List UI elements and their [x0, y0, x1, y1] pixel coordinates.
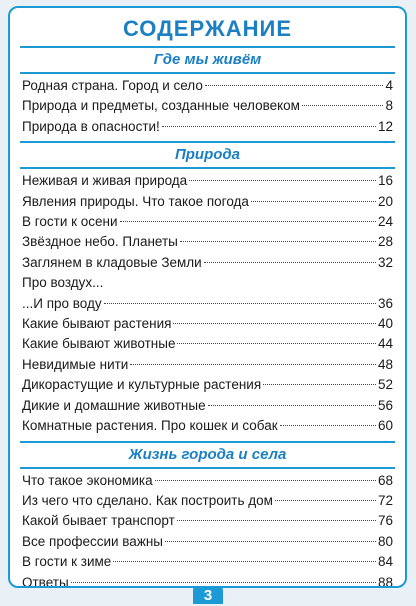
toc-item-page: 20: [377, 193, 393, 209]
toc-item-title: ...И про воду: [22, 295, 102, 311]
toc-item[interactable]: [22, 511, 393, 531]
leader-dots: [263, 384, 376, 385]
leader-dots: [180, 241, 376, 242]
toc-item-title: В гости к зиме: [22, 554, 112, 570]
toc-item-title: Дикие и домашние животные: [22, 397, 206, 413]
toc-item-page: 28: [377, 234, 393, 250]
leader-dots: [302, 105, 384, 106]
toc-item-title: Заглянем в кладовые Земли: [22, 254, 202, 270]
toc-item-page: 36: [377, 295, 393, 311]
leader-dots: [280, 425, 376, 426]
toc-item[interactable]: [22, 212, 393, 232]
section-heading: Где мы живём: [153, 51, 262, 68]
toc-item-title: Природа и предметы, созданные человеком: [22, 98, 300, 114]
leader-dots: [162, 126, 376, 127]
toc-item-page: 60: [377, 418, 393, 434]
toc-item[interactable]: [22, 171, 393, 191]
toc-item[interactable]: [22, 552, 393, 572]
leader-dots: [204, 262, 376, 263]
leader-dots: [177, 520, 376, 521]
toc-item[interactable]: [22, 117, 393, 137]
toc-item-title: В гости к осени: [22, 214, 118, 230]
leader-dots: [113, 561, 376, 562]
toc-item-page: 8: [385, 98, 393, 114]
toc-item-title: Какие бывают растения: [22, 316, 172, 332]
toc-item-page: 88: [377, 574, 393, 588]
page-number: 3: [193, 586, 223, 604]
toc-item[interactable]: [22, 491, 393, 511]
toc-item[interactable]: [22, 532, 393, 552]
leader-dots: [208, 405, 376, 406]
toc-item-title: Родная страна. Город и село: [22, 78, 203, 93]
toc-item-page: 48: [377, 356, 393, 372]
toc-item[interactable]: [22, 416, 393, 436]
toc-item[interactable]: [22, 96, 393, 116]
toc-item-title: Все профессии важны: [22, 533, 164, 549]
toc-item-page: 72: [377, 492, 393, 508]
toc-item-title: Природа в опасности!: [22, 118, 160, 134]
toc-item-page: 12: [377, 118, 393, 134]
toc-item-page: 40: [377, 316, 393, 332]
toc-item-page: 80: [377, 533, 393, 549]
section-heading: Природа: [174, 146, 241, 164]
leader-dots: [120, 221, 376, 222]
toc-item[interactable]: [22, 294, 393, 314]
toc-list: [10, 169, 405, 436]
toc-item[interactable]: [22, 355, 393, 375]
toc-item-title: Про воздух...: [22, 275, 104, 291]
toc-item-title: Комнатные растения. Про кошек и собак: [22, 418, 278, 434]
leader-dots: [205, 85, 384, 86]
toc-item-page: 84: [377, 554, 393, 570]
leader-dots: [189, 180, 376, 181]
page-title: СОДЕРЖАНИЕ: [122, 16, 293, 41]
toc-item[interactable]: [22, 192, 393, 212]
toc-item-title: Звёздное небо. Планеты: [22, 234, 178, 250]
toc-item-page: 56: [377, 397, 393, 413]
leader-dots: [173, 323, 376, 324]
toc-item[interactable]: [22, 273, 393, 293]
toc-item[interactable]: [22, 253, 393, 273]
toc-item[interactable]: [22, 232, 393, 252]
toc-item[interactable]: [22, 375, 393, 395]
toc-item-title: Какой бывает транспорт: [22, 513, 175, 529]
toc-item-title: Ответы: [22, 574, 69, 588]
leader-dots: [155, 480, 376, 481]
toc-item[interactable]: [22, 314, 393, 334]
toc-item-title: Дикорастущие и культурные растения: [22, 377, 262, 393]
leader-dots: [251, 201, 376, 202]
toc-item-title: Явления природы. Что такое погода: [22, 193, 249, 209]
toc-item-title: Неживая и живая природа: [22, 173, 188, 189]
toc-item-title: Невидимые нити: [22, 356, 129, 372]
toc-item[interactable]: [22, 471, 393, 491]
leader-dots: [104, 303, 376, 304]
toc-item-page: 68: [377, 472, 393, 488]
toc-item-page: 4: [385, 78, 393, 93]
leader-dots: [165, 541, 376, 542]
contents-page: [8, 6, 407, 588]
toc-list: [10, 74, 405, 137]
toc-item-page: 24: [377, 214, 393, 230]
toc-item-title: Из чего что сделано. Как построить дом: [22, 492, 273, 508]
section-heading: Жизнь города и села: [128, 445, 287, 463]
toc-item-page: 52: [377, 377, 393, 393]
toc-item-page: 44: [377, 336, 393, 352]
toc-item-page: 16: [377, 173, 393, 189]
toc-item[interactable]: [22, 396, 393, 416]
toc-item[interactable]: [22, 334, 393, 354]
toc-item[interactable]: [22, 76, 393, 96]
toc-item-page: 32: [377, 254, 393, 270]
toc-list: [10, 469, 405, 589]
toc-item-title: Что такое экономика: [22, 472, 153, 488]
toc-item-title: Какие бывают животные: [22, 336, 176, 352]
leader-dots: [275, 500, 376, 501]
leader-dots: [130, 364, 376, 365]
leader-dots: [71, 582, 376, 583]
leader-dots: [177, 343, 376, 344]
toc-item-page: 76: [377, 513, 393, 529]
